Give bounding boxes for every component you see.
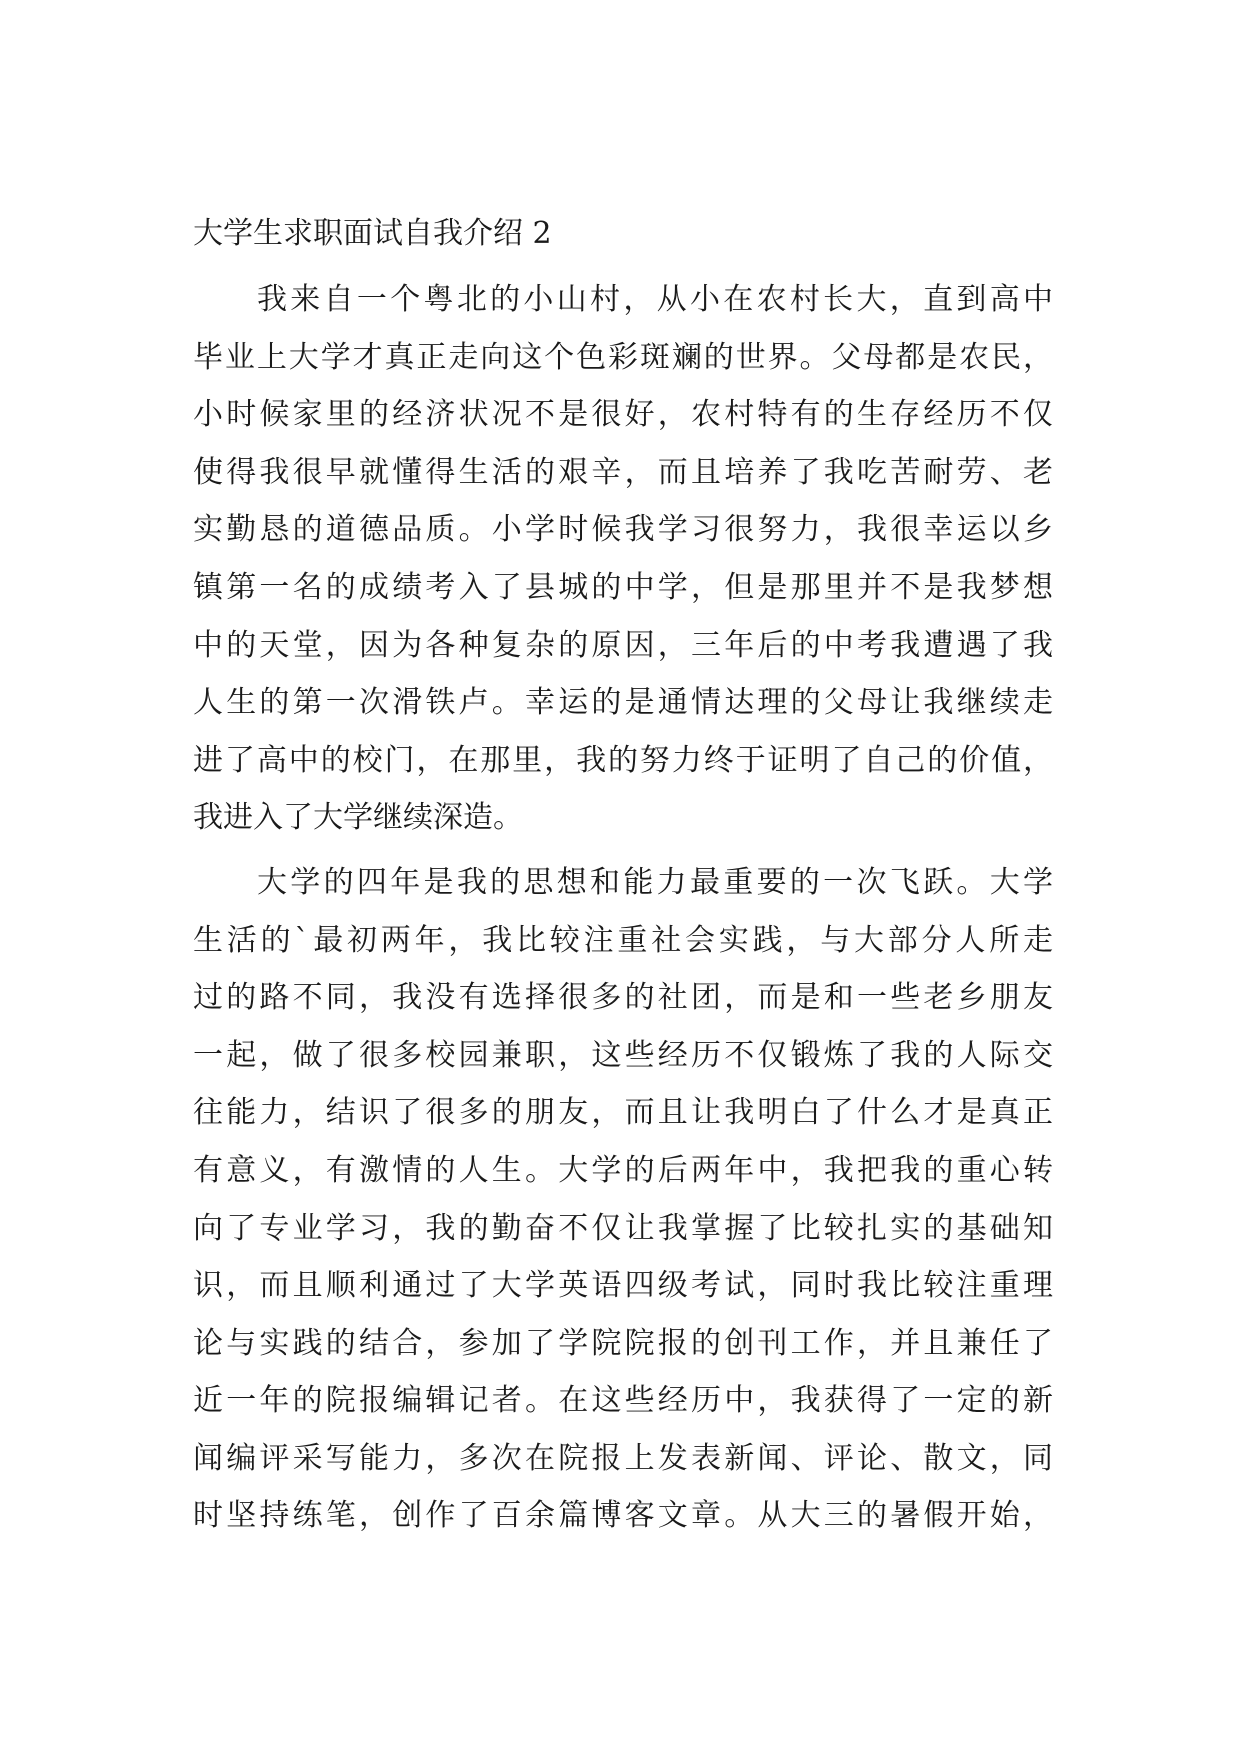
text-line: 我来自一个粤北的小山村，从小在农村长大，直到高中 xyxy=(257,282,1053,317)
text-line: 一起，做了很多校园兼职，这些经历不仅锻炼了我的人际交 xyxy=(193,1037,1053,1073)
document-title: 大学生求职面试自我介绍 2 xyxy=(193,216,552,251)
text-line: 向了专业学习，我的勤奋不仅让我掌握了比较扎实的基础知 xyxy=(193,1210,1053,1246)
text-line: 生活的`最初两年，我比较注重社会实践，与大部分人所走 xyxy=(193,922,1053,958)
text-line: 中的天堂，因为各种复杂的原因，三年后的中考我遭遇了我 xyxy=(193,627,1053,663)
text-line: 使得我很早就懂得生活的艰辛，而且培养了我吃苦耐劳、老 xyxy=(193,454,1053,490)
text-line: 实勤恳的道德品质。小学时候我学习很努力，我很幸运以乡 xyxy=(193,512,1053,548)
text-line: 识，而且顺利通过了大学英语四级考试，同时我比较注重理 xyxy=(193,1268,1053,1304)
text-line: 毕业上大学才真正走向这个色彩斑斓的世界。父母都是农民， xyxy=(193,339,1053,375)
paragraph-2 xyxy=(193,854,1053,1545)
text-line: 人生的第一次滑铁卢。幸运的是通情达理的父母让我继续走 xyxy=(193,685,1053,721)
paragraph-1 xyxy=(193,271,1053,847)
document-page xyxy=(193,205,1053,1552)
text-line: 近一年的院报编辑记者。在这些经历中，我获得了一定的新 xyxy=(193,1383,1053,1419)
text-line: 时坚持练笔，创作了百余篇博客文章。从大三的暑假开始， xyxy=(193,1498,1053,1534)
text-line: 有意义，有激情的人生。大学的后两年中，我把我的重心转 xyxy=(193,1152,1053,1188)
text-line: 进了高中的校门，在那里，我的努力终于证明了自己的价值， xyxy=(193,742,1053,778)
text-line: 我进入了大学继续深造。 xyxy=(193,800,523,836)
text-line: 过的路不同，我没有选择很多的社团，而是和一些老乡朋友 xyxy=(193,980,1053,1016)
text-line: 小时候家里的经济状况不是很好，农村特有的生存经历不仅 xyxy=(193,397,1053,433)
text-line: 镇第一名的成绩考入了县城的中学，但是那里并不是我梦想 xyxy=(193,569,1053,605)
text-line: 闻编评采写能力，多次在院报上发表新闻、评论、散文，同 xyxy=(193,1440,1053,1476)
text-line: 大学的四年是我的思想和能力最重要的一次飞跃。大学 xyxy=(257,864,1053,900)
text-line: 论与实践的结合，参加了学院院报的创刊工作，并且兼任了 xyxy=(193,1325,1053,1361)
text-line: 往能力，结识了很多的朋友，而且让我明白了什么才是真正 xyxy=(193,1095,1053,1131)
